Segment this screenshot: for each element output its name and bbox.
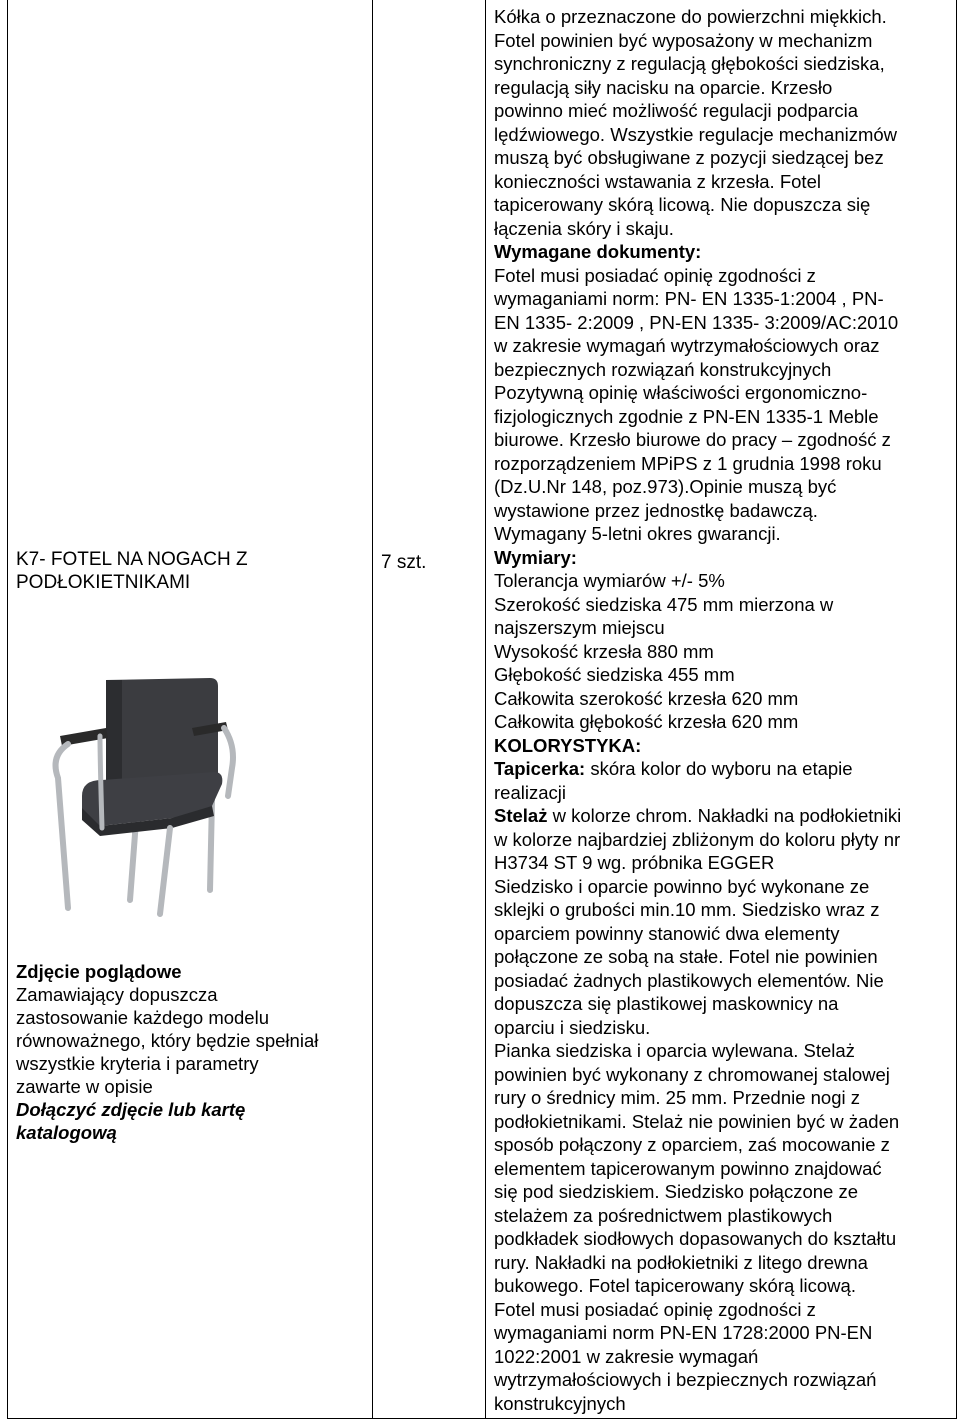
spec-line: Całkowita szerokość krzesła 620 mm: [494, 687, 799, 709]
spec-line: sposób połączony z oparciem, zaś mocowanie z: [494, 1134, 890, 1155]
spec-block-construction: [494, 828, 949, 1416]
spec-line: lędźwiowego. Wszystkie regulacje mechanizmów: [494, 123, 898, 145]
attach-line: Dołączyć zdjęcie lub kartę: [16, 1099, 246, 1120]
spec-line: w zakresie wymagań wytrzymałościowych oraz: [494, 335, 880, 356]
spec-line: posiadać żadnych plastikowych elementów. Nie: [494, 969, 884, 991]
spec-line: najszerszym miejscu: [494, 617, 665, 638]
spec-line: Całkowita głębokość krzesła 620 mm: [494, 711, 799, 732]
spec-line: Pozytywną opinię właściwości ergonomiczno-: [494, 382, 868, 403]
product-title-line: K7- FOTEL NA NOGACH Z: [16, 549, 248, 570]
spec-line: rury o średnicy mim. 25 mm. Przednie nogi z: [494, 1087, 861, 1108]
spec-line: się pod siedziskiem. Siedzisko połączone ze: [494, 1181, 859, 1202]
spec-block-general: [494, 5, 949, 240]
upholstery-line-2: realizacji: [494, 781, 566, 803]
upholstery-label: Tapicerka:: [494, 758, 586, 779]
spec-line: synchroniczny z regulacją głębokości siedziska,: [494, 53, 885, 74]
spec-line: podkładek siodłowych dopasowanych do kształtu: [494, 1228, 897, 1249]
product-title: [16, 548, 366, 594]
docs-heading: Wymagane dokumenty:: [494, 241, 702, 262]
spec-line: H3734 ST 9 wg. próbnika EGGER: [494, 852, 775, 873]
spec-line: konieczności wstawania z krzesła. Fotel: [494, 170, 821, 192]
spec-line: Fotel musi posiadać opinię zgodności z: [494, 1298, 816, 1320]
photo-note: [16, 960, 366, 1144]
spec-line: łączenia skóry i skaju.: [494, 217, 674, 239]
spec-line: Tolerancja wymiarów +/- 5%: [494, 570, 725, 591]
spec-line: w kolorze najbardziej zbliżonym do koloru płyty nr: [494, 828, 901, 850]
spec-line: Siedzisko i oparcie powinno być wykonane ze: [494, 875, 870, 897]
spec-line: wytrzymałościowych i bezpiecznych rozwiązań: [494, 1369, 877, 1390]
spec-line: połączone ze sobą na stałe. Fotel nie powinien: [494, 946, 878, 967]
spec-line: 1022:2001 w zakresie wymagań: [494, 1345, 759, 1367]
spec-line: powinien być wykonany z chromowanej stalowej: [494, 1063, 890, 1085]
spec-line: wystawione przez jednostkę badawczą.: [494, 499, 818, 521]
specification: [494, 5, 949, 1415]
spec-line: stelażem za pośrednictwem plastikowych: [494, 1204, 833, 1226]
spec-line: (Dz.U.Nr 148, poz.973).Opinie muszą być: [494, 476, 837, 497]
upholstery-text: skóra kolor do wyboru na etapie: [585, 758, 853, 779]
photo-heading: Zdjęcie poglądowe: [16, 961, 182, 982]
spec-line: Pianka siedziska i oparcia wylewana. Stelaż: [494, 1040, 855, 1061]
product-title-line: PODŁOKIETNIKAMI: [16, 572, 191, 593]
frame-line: [494, 804, 949, 828]
table-border-left: [7, 0, 8, 1418]
spec-line: powinno mieć możliwość regulacji podparcia: [494, 100, 859, 121]
spec-line: Fotel powinien być wyposażony w mechanizm: [494, 29, 873, 51]
spec-line: EN 1335- 2:2009 , PN-EN 1335- 3:2009/AC:2010: [494, 311, 899, 333]
spec-line: elementem tapicerowanym powinno znajdować: [494, 1157, 882, 1179]
attach-line: katalogową: [16, 1122, 117, 1143]
note-line: równoważnego, który będzie spełniał: [16, 1030, 319, 1051]
frame-label: Stelaż: [494, 805, 548, 826]
column-divider-1: [372, 0, 373, 1418]
spec-line: regulacją siły nacisku na oparcie. Krzesło: [494, 76, 833, 98]
spec-line: fizjologicznych zgodnie z PN-EN 1335-1 Meble: [494, 405, 879, 427]
spec-line: rozporządzeniem MPiPS z 1 grudnia 1998 roku: [494, 452, 882, 474]
spec-block-dimensions: [494, 569, 949, 734]
upholstery-line: [494, 757, 949, 781]
spec-line: bezpiecznych rozwiązań konstrukcyjnych: [494, 358, 832, 380]
spec-line: Szerokość siedziska 475 mm mierzona w: [494, 593, 834, 615]
spec-line: biurowe. Krzesło biurowe do pracy – zgodność z: [494, 429, 891, 450]
dims-heading: Wymiary:: [494, 546, 577, 568]
color-heading: KOLORYSTYKA:: [494, 734, 642, 756]
note-line: zawarte w opisie: [16, 1076, 153, 1097]
spec-line: konstrukcyjnych: [494, 1392, 626, 1414]
spec-line: sklejki o grubości min.10 mm. Siedzisko wraz z: [494, 899, 880, 920]
chair-photo: [42, 668, 252, 918]
spec-line: Fotel musi posiadać opinię zgodności z: [494, 264, 816, 286]
spec-line: Wymagany 5-letni okres gwarancji.: [494, 523, 781, 544]
spec-line: dopuszcza się plastikowej maskownicy na: [494, 993, 839, 1014]
note-line: Zamawiający dopuszcza: [16, 984, 218, 1005]
spec-line: wymaganiami norm PN-EN 1728:2000 PN-EN: [494, 1322, 873, 1343]
frame-text: w kolorze chrom. Nakładki na podłokietniki: [547, 805, 902, 826]
spec-line: Kółka o przeznaczone do powierzchni miękkich.: [494, 6, 887, 27]
spec-line: tapicerowany skórą licową. Nie dopuszcza się: [494, 194, 871, 215]
spec-line: podłokietnikami. Stelaż nie powinien być w żaden: [494, 1110, 900, 1132]
quantity: 7 szt.: [381, 552, 427, 573]
spec-line: Głębokość siedziska 455 mm: [494, 664, 735, 685]
spec-line: bukowego. Fotel tapicerowany skórą licową.: [494, 1275, 856, 1296]
note-line: wszystkie kryteria i parametry: [16, 1053, 259, 1074]
spec-line: rury. Nakładki na podłokietniki z litego drewna: [494, 1251, 868, 1273]
spec-line: Wysokość krzesła 880 mm: [494, 640, 714, 662]
spec-line: muszą być obsługiwane z pozycji siedzącej bez: [494, 147, 884, 168]
column-divider-2: [485, 0, 486, 1418]
spec-line: oparciem powinny stanowić dwa elementy: [494, 922, 840, 944]
note-line: zastosowanie każdego modelu: [16, 1007, 269, 1028]
spec-line: oparciu i siedzisku.: [494, 1016, 651, 1038]
spec-block-documents: [494, 264, 949, 546]
spec-line: wymaganiami norm: PN- EN 1335-1:2004 , PN-: [494, 288, 884, 309]
